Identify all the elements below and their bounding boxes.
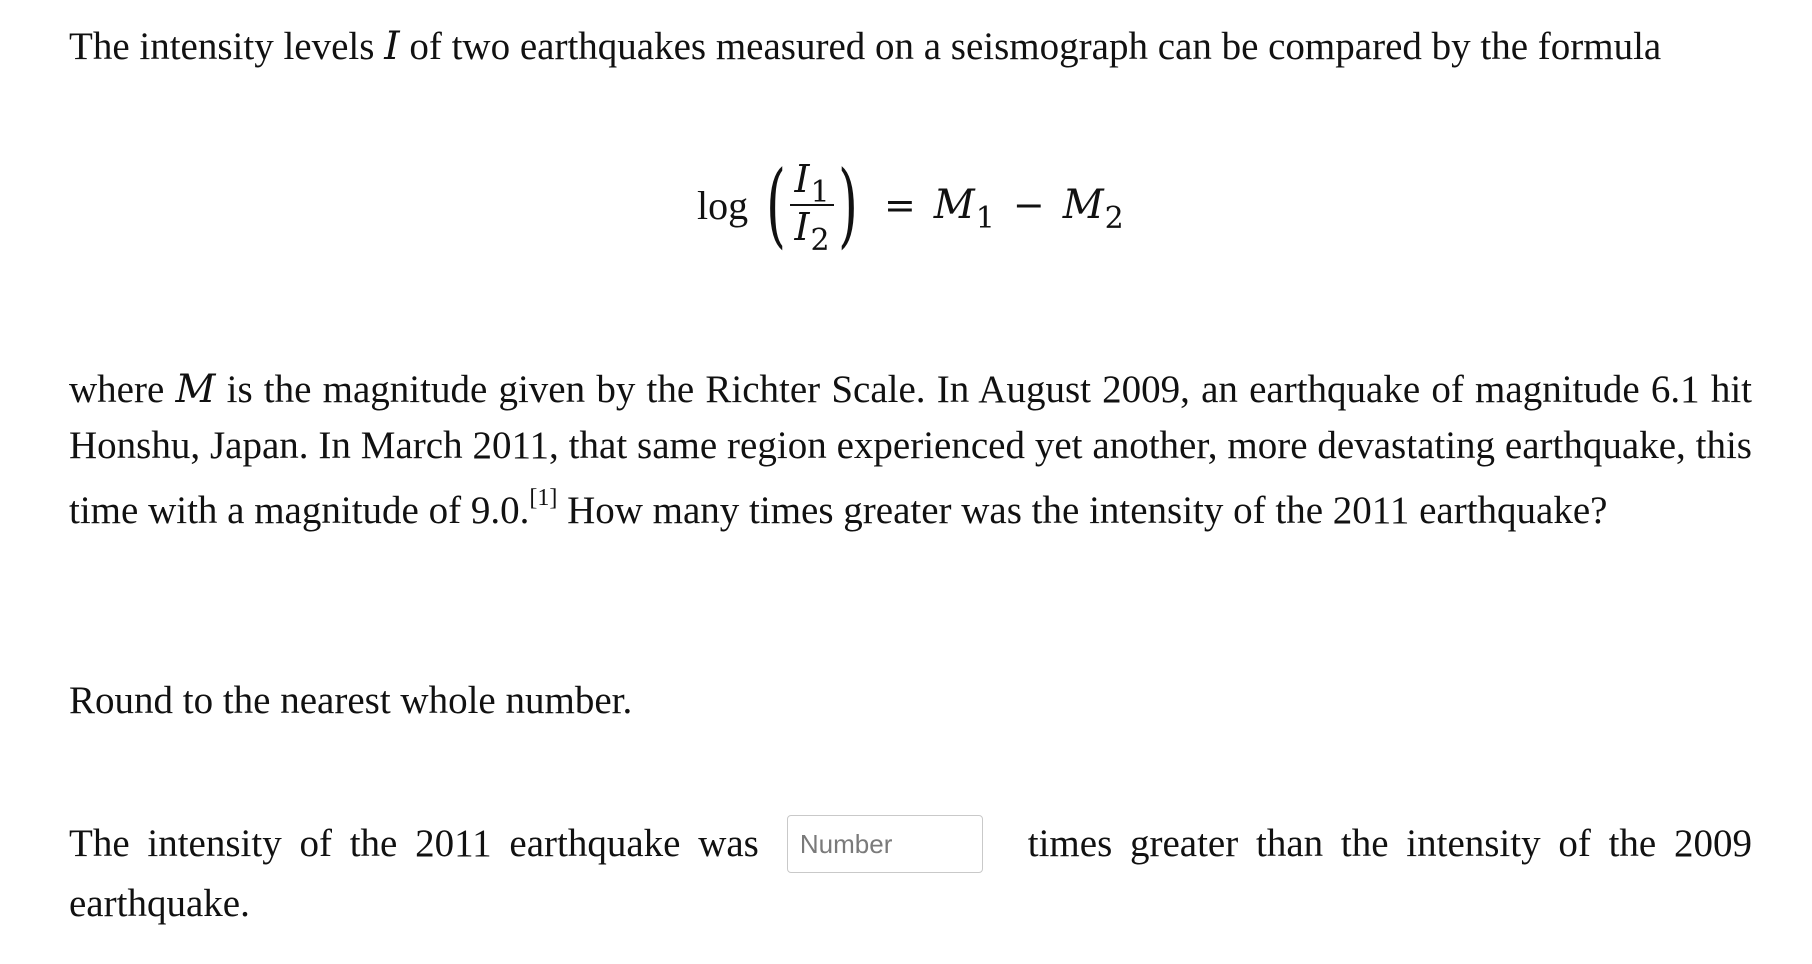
denominator-sub: 2 bbox=[810, 223, 830, 258]
left-paren: ( bbox=[766, 151, 786, 258]
numerator-sub: 1 bbox=[810, 175, 830, 210]
m1-sub: 1 bbox=[975, 201, 995, 236]
right-paren: ) bbox=[838, 151, 858, 258]
answer-number-input[interactable] bbox=[787, 815, 983, 873]
answer-prefix: The intensity of the 2011 earthquake was bbox=[69, 822, 759, 865]
intro-text bbox=[69, 22, 1759, 72]
denominator-var: I bbox=[794, 205, 810, 249]
m1-term bbox=[933, 182, 995, 236]
intro-after: of two earthquakes measured on a seismograph can be compared by the formula bbox=[399, 25, 1662, 68]
m2-sub: 2 bbox=[1104, 201, 1124, 236]
intensity-variable: I bbox=[384, 24, 400, 69]
footnote-link[interactable]: [1] bbox=[529, 485, 558, 511]
m2-term bbox=[1062, 182, 1124, 236]
paragraph-question: How many times greater was the intensity of the 2011 earthquake? bbox=[557, 489, 1608, 532]
intensity-fraction bbox=[790, 157, 834, 258]
answer-line-1 bbox=[69, 814, 1752, 874]
intro-before: The intensity levels bbox=[69, 25, 385, 68]
m2-var: M bbox=[1062, 182, 1104, 228]
answer-sentence bbox=[69, 814, 1752, 934]
answer-suffix-line1: times greater than the intensity of the 2009 bbox=[1027, 822, 1752, 865]
magnitude-variable: M bbox=[175, 367, 216, 412]
minus-sign: − bbox=[1012, 183, 1045, 227]
magnitude-formula bbox=[697, 140, 1124, 270]
fraction-numerator bbox=[794, 157, 830, 210]
paragraph-body: is the magnitude given by the Richter Scale. In August 2009, an earthquake of magnitude 6.1 hit Honshu, Japan. In March 2011, that same region experienced yet another, more devastating earthquake, this time with a magnitude of 9.0. bbox=[69, 368, 1752, 532]
log-function: log bbox=[697, 182, 749, 228]
equals-sign: = bbox=[883, 183, 916, 227]
m1-var: M bbox=[933, 182, 975, 228]
paragraph-start: where bbox=[69, 368, 176, 411]
problem-paragraph bbox=[69, 362, 1752, 539]
numerator-var: I bbox=[794, 157, 810, 201]
answer-suffix-line2: earthquake. bbox=[69, 882, 250, 925]
fraction-denominator bbox=[794, 205, 830, 258]
rounding-instruction: Round to the nearest whole number. bbox=[69, 679, 633, 722]
